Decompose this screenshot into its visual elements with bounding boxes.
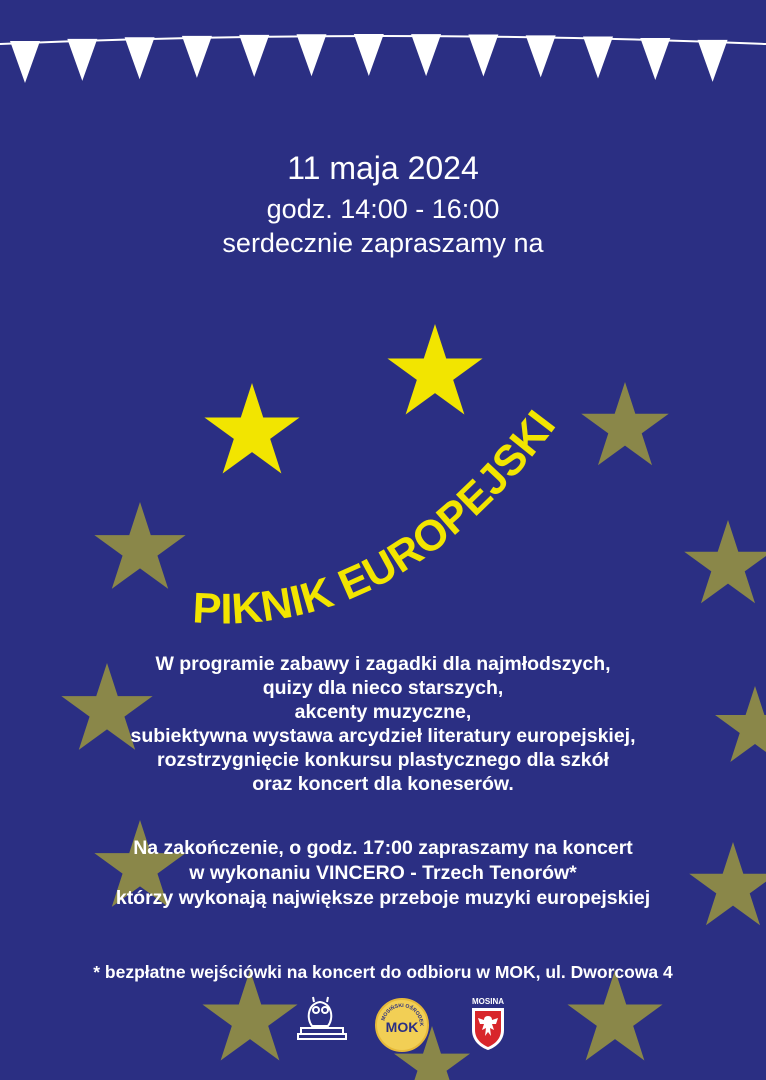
bunting-flag — [354, 34, 384, 76]
bunting-flag — [526, 35, 556, 77]
bunting-flag — [182, 36, 212, 78]
concert-line: Na zakończenie, o godz. 17:00 zapraszamy na koncert — [133, 837, 633, 859]
program-line: W programie zabawy i zagadki dla najmłodszych, — [155, 653, 611, 675]
mok-logo-label: MOK — [385, 1019, 419, 1035]
star-icon — [567, 970, 662, 1060]
concert-info — [0, 836, 766, 911]
ticket-footnote: * bezpłatne wejściówki na koncert do odbioru w MOK, ul. Dworcowa 4 — [93, 962, 673, 982]
program-description — [0, 652, 766, 796]
bunting-flag — [468, 35, 498, 77]
bunting-flag — [67, 39, 97, 81]
bunting-flag — [239, 35, 269, 77]
concert-line: w wykonaniu VINCERO - Trzech Tenorów* — [189, 862, 577, 884]
mok-logo-text — [376, 999, 428, 1051]
program-line: quizy dla nieco starszych, — [262, 677, 504, 699]
mok-ring-text: MOSIŃSKI OŚRODEK — [380, 1002, 425, 1027]
star-icon — [581, 382, 668, 465]
bunting-flag — [297, 34, 327, 76]
bunting-flag — [411, 34, 441, 76]
mosina-label: MOSINA — [472, 997, 504, 1006]
star-icon — [684, 520, 766, 603]
white-eagle-shield-icon — [472, 1008, 504, 1050]
invitation-text: serdecznie zapraszamy na — [222, 228, 544, 258]
bunting-flag — [583, 37, 613, 79]
star-icon — [202, 970, 297, 1060]
event-date: 11 maja 2024 — [287, 150, 479, 186]
program-line: rozstrzygnięcie konkursu plastycznego dla szkół — [157, 749, 609, 771]
event-time: godz. 14:00 - 16:00 — [266, 194, 500, 224]
program-line: subiektywna wystawa arcydzieł literatury europejskiej, — [130, 725, 636, 747]
star-icon — [387, 324, 482, 414]
bunting-flag — [10, 41, 40, 83]
bunting-flag — [125, 37, 155, 79]
bunting-flag — [640, 38, 670, 80]
bunting-flags — [10, 34, 728, 83]
star-icon — [94, 502, 185, 589]
bunting-flag — [698, 40, 728, 82]
event-title-path: PIKNIK EUROPEJSKI — [191, 402, 565, 634]
program-line: oraz koncert dla koneserów. — [252, 773, 514, 795]
concert-line: którzy wykonają największe przeboje muzyki europejskiej — [115, 887, 651, 909]
program-line: akcenty muzyczne, — [294, 701, 472, 723]
owl-on-books-icon — [298, 997, 346, 1039]
star-icon — [204, 383, 299, 473]
